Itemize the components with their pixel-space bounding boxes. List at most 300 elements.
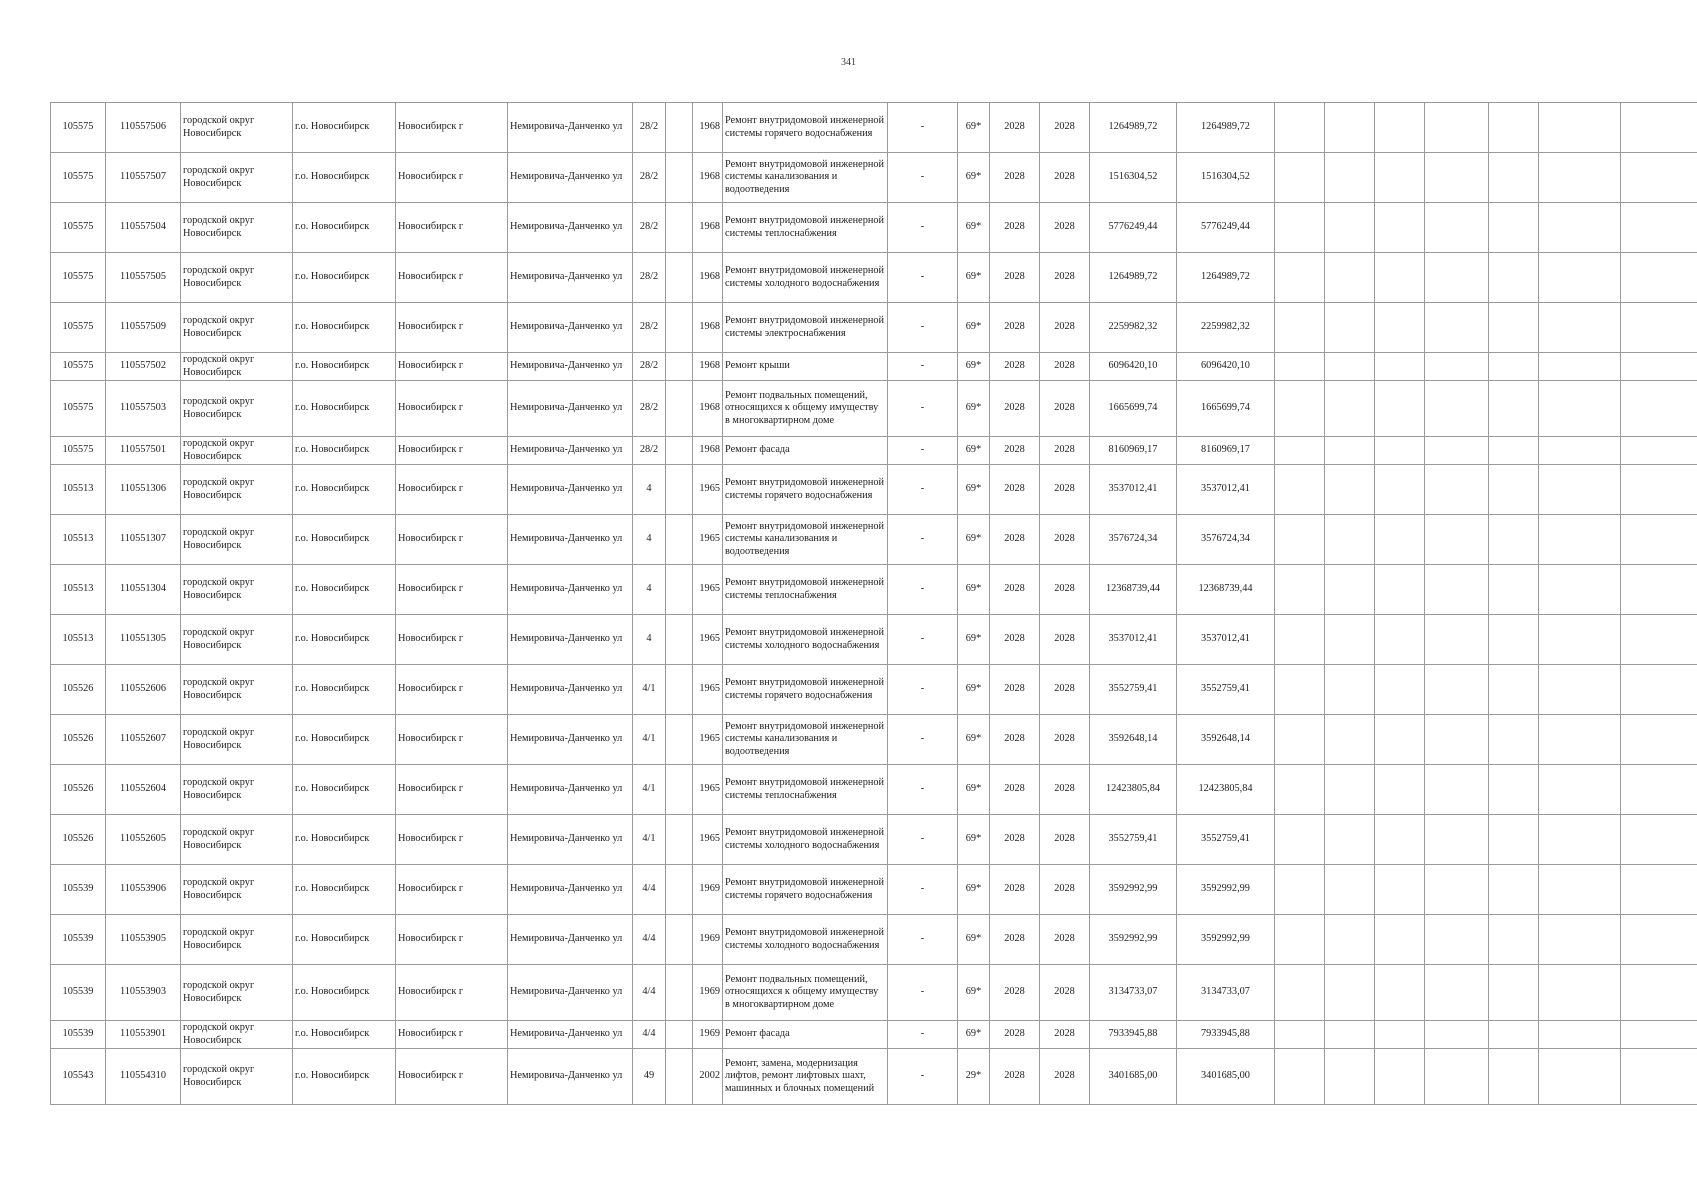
norm-cell: 69*	[958, 965, 990, 1021]
object-id-cell: 105526	[51, 715, 106, 765]
year-from-cell: 2028	[990, 353, 1040, 381]
norm-cell: 69*	[958, 465, 990, 515]
work-code-cell: 110557504	[106, 203, 181, 253]
table-row	[51, 715, 1697, 765]
work-code-cell: 110552607	[106, 715, 181, 765]
empty-cell	[1325, 381, 1375, 437]
norm-cell: 69*	[958, 515, 990, 565]
municipality-cell: городской округ Новосибирск	[181, 965, 293, 1021]
district-cell: г.о. Новосибирск	[293, 665, 396, 715]
empty-cell	[1375, 353, 1425, 381]
work-code-cell: 110557509	[106, 303, 181, 353]
year-to-cell: 2028	[1040, 437, 1090, 465]
street-cell: Немировича-Данченко ул	[508, 865, 633, 915]
year-to-cell: 2028	[1040, 615, 1090, 665]
empty-cell	[1275, 253, 1325, 303]
city-cell: Новосибирск г	[396, 865, 508, 915]
empty-cell	[1325, 915, 1375, 965]
empty-cell	[1621, 615, 1697, 665]
cost-cell: 7933945,88	[1090, 1021, 1177, 1049]
empty-cell	[1489, 965, 1539, 1021]
empty-cell	[1275, 381, 1325, 437]
year-to-cell: 2028	[1040, 253, 1090, 303]
empty-cell	[1539, 665, 1621, 715]
district-cell: г.о. Новосибирск	[293, 1049, 396, 1105]
empty-cell	[1425, 437, 1489, 465]
municipality-cell: городской округ Новосибирск	[181, 515, 293, 565]
build-year-cell: 1968	[693, 381, 723, 437]
build-year-cell: 1965	[693, 665, 723, 715]
year-to-cell: 2028	[1040, 153, 1090, 203]
empty-cell	[1375, 103, 1425, 153]
object-id-cell: 105526	[51, 815, 106, 865]
dash-cell: -	[888, 253, 958, 303]
empty-cell	[666, 465, 693, 515]
year-to-cell: 2028	[1040, 715, 1090, 765]
work-type-cell: Ремонт внутридомовой инженерной системы холодного водоснабжения	[723, 253, 888, 303]
empty-cell	[1621, 203, 1697, 253]
work-type-cell: Ремонт подвальных помещений, относящихся к общему имуществу в многоквартирном доме	[723, 381, 888, 437]
dash-cell: -	[888, 353, 958, 381]
build-year-cell: 1965	[693, 465, 723, 515]
cost-cell: 6096420,10	[1090, 353, 1177, 381]
empty-cell	[1325, 865, 1375, 915]
work-code-cell: 110552605	[106, 815, 181, 865]
year-from-cell: 2028	[990, 103, 1040, 153]
table-row	[51, 103, 1697, 153]
district-cell: г.о. Новосибирск	[293, 615, 396, 665]
empty-cell	[1621, 1049, 1697, 1105]
repair-program-table	[50, 102, 1697, 1105]
municipality-cell: городской округ Новосибирск	[181, 437, 293, 465]
empty-cell	[666, 103, 693, 153]
empty-cell	[1489, 353, 1539, 381]
norm-cell: 69*	[958, 565, 990, 615]
city-cell: Новосибирск г	[396, 965, 508, 1021]
empty-cell	[1275, 715, 1325, 765]
work-code-cell: 110553901	[106, 1021, 181, 1049]
norm-cell: 69*	[958, 715, 990, 765]
empty-cell	[1325, 103, 1375, 153]
dash-cell: -	[888, 381, 958, 437]
city-cell: Новосибирск г	[396, 437, 508, 465]
year-to-cell: 2028	[1040, 203, 1090, 253]
year-from-cell: 2028	[990, 565, 1040, 615]
empty-cell	[1489, 203, 1539, 253]
empty-cell	[1539, 915, 1621, 965]
empty-cell	[1489, 865, 1539, 915]
work-code-cell: 110557503	[106, 381, 181, 437]
empty-cell	[1375, 465, 1425, 515]
house-number-cell: 28/2	[633, 381, 666, 437]
house-number-cell: 4/1	[633, 815, 666, 865]
work-code-cell: 110551305	[106, 615, 181, 665]
street-cell: Немировича-Данченко ул	[508, 153, 633, 203]
object-id-cell: 105526	[51, 665, 106, 715]
table-row	[51, 253, 1697, 303]
dash-cell: -	[888, 965, 958, 1021]
empty-cell	[666, 253, 693, 303]
empty-cell	[1539, 381, 1621, 437]
empty-cell	[1621, 965, 1697, 1021]
house-number-cell: 28/2	[633, 437, 666, 465]
object-id-cell: 105575	[51, 381, 106, 437]
empty-cell	[1325, 815, 1375, 865]
house-number-cell: 4	[633, 565, 666, 615]
empty-cell	[1621, 303, 1697, 353]
house-number-cell: 28/2	[633, 253, 666, 303]
build-year-cell: 1968	[693, 203, 723, 253]
municipality-cell: городской округ Новосибирск	[181, 765, 293, 815]
empty-cell	[666, 965, 693, 1021]
year-to-cell: 2028	[1040, 565, 1090, 615]
empty-cell	[1489, 103, 1539, 153]
dash-cell: -	[888, 203, 958, 253]
object-id-cell: 105575	[51, 437, 106, 465]
table-row	[51, 465, 1697, 515]
work-type-cell: Ремонт внутридомовой инженерной системы холодного водоснабжения	[723, 915, 888, 965]
empty-cell	[1489, 253, 1539, 303]
total-cost-cell: 3537012,41	[1177, 615, 1275, 665]
cost-cell: 3552759,41	[1090, 815, 1177, 865]
house-number-cell: 4	[633, 615, 666, 665]
empty-cell	[1539, 103, 1621, 153]
empty-cell	[1539, 865, 1621, 915]
norm-cell: 69*	[958, 437, 990, 465]
empty-cell	[1425, 815, 1489, 865]
empty-cell	[1375, 153, 1425, 203]
empty-cell	[1325, 565, 1375, 615]
house-number-cell: 49	[633, 1049, 666, 1105]
build-year-cell: 2002	[693, 1049, 723, 1105]
empty-cell	[1325, 615, 1375, 665]
year-from-cell: 2028	[990, 203, 1040, 253]
year-to-cell: 2028	[1040, 353, 1090, 381]
empty-cell	[666, 665, 693, 715]
empty-cell	[1275, 615, 1325, 665]
year-to-cell: 2028	[1040, 1049, 1090, 1105]
build-year-cell: 1965	[693, 615, 723, 665]
year-to-cell: 2028	[1040, 815, 1090, 865]
empty-cell	[666, 203, 693, 253]
municipality-cell: городской округ Новосибирск	[181, 303, 293, 353]
work-code-cell: 110557507	[106, 153, 181, 203]
norm-cell: 69*	[958, 303, 990, 353]
empty-cell	[1489, 437, 1539, 465]
empty-cell	[1621, 103, 1697, 153]
district-cell: г.о. Новосибирск	[293, 381, 396, 437]
total-cost-cell: 1264989,72	[1177, 103, 1275, 153]
dash-cell: -	[888, 515, 958, 565]
empty-cell	[1325, 203, 1375, 253]
table-row	[51, 965, 1697, 1021]
work-code-cell: 110551304	[106, 565, 181, 615]
table-row	[51, 615, 1697, 665]
dash-cell: -	[888, 437, 958, 465]
work-type-cell: Ремонт внутридомовой инженерной системы теплоснабжения	[723, 765, 888, 815]
cost-cell: 3537012,41	[1090, 615, 1177, 665]
empty-cell	[1539, 965, 1621, 1021]
empty-cell	[1621, 815, 1697, 865]
empty-cell	[1621, 515, 1697, 565]
object-id-cell: 105575	[51, 253, 106, 303]
empty-cell	[1425, 915, 1489, 965]
empty-cell	[1375, 1049, 1425, 1105]
work-type-cell: Ремонт внутридомовой инженерной системы горячего водоснабжения	[723, 665, 888, 715]
empty-cell	[1375, 303, 1425, 353]
work-type-cell: Ремонт внутридомовой инженерной системы теплоснабжения	[723, 565, 888, 615]
empty-cell	[1489, 815, 1539, 865]
norm-cell: 69*	[958, 253, 990, 303]
empty-cell	[1325, 303, 1375, 353]
municipality-cell: городской округ Новосибирск	[181, 353, 293, 381]
empty-cell	[1375, 1021, 1425, 1049]
object-id-cell: 105539	[51, 915, 106, 965]
empty-cell	[1621, 437, 1697, 465]
house-number-cell: 28/2	[633, 103, 666, 153]
norm-cell: 69*	[958, 915, 990, 965]
table-row	[51, 765, 1697, 815]
object-id-cell: 105543	[51, 1049, 106, 1105]
city-cell: Новосибирск г	[396, 615, 508, 665]
empty-cell	[1375, 765, 1425, 815]
total-cost-cell: 3537012,41	[1177, 465, 1275, 515]
empty-cell	[666, 815, 693, 865]
total-cost-cell: 5776249,44	[1177, 203, 1275, 253]
build-year-cell: 1968	[693, 153, 723, 203]
empty-cell	[1375, 615, 1425, 665]
dash-cell: -	[888, 815, 958, 865]
city-cell: Новосибирск г	[396, 253, 508, 303]
total-cost-cell: 12368739,44	[1177, 565, 1275, 615]
empty-cell	[666, 865, 693, 915]
empty-cell	[666, 765, 693, 815]
work-type-cell: Ремонт внутридомовой инженерной системы холодного водоснабжения	[723, 815, 888, 865]
norm-cell: 69*	[958, 765, 990, 815]
district-cell: г.о. Новосибирск	[293, 565, 396, 615]
empty-cell	[1425, 303, 1489, 353]
year-to-cell: 2028	[1040, 103, 1090, 153]
year-from-cell: 2028	[990, 865, 1040, 915]
municipality-cell: городской округ Новосибирск	[181, 565, 293, 615]
empty-cell	[1275, 515, 1325, 565]
table-row	[51, 353, 1697, 381]
work-type-cell: Ремонт внутридомовой инженерной системы канализования и водоотведения	[723, 715, 888, 765]
street-cell: Немировича-Данченко ул	[508, 203, 633, 253]
dash-cell: -	[888, 915, 958, 965]
build-year-cell: 1968	[693, 253, 723, 303]
empty-cell	[666, 715, 693, 765]
object-id-cell: 105575	[51, 103, 106, 153]
municipality-cell: городской округ Новосибирск	[181, 865, 293, 915]
work-type-cell: Ремонт внутридомовой инженерной системы холодного водоснабжения	[723, 615, 888, 665]
cost-cell: 1264989,72	[1090, 103, 1177, 153]
empty-cell	[1621, 253, 1697, 303]
empty-cell	[1325, 1049, 1375, 1105]
object-id-cell: 105513	[51, 615, 106, 665]
street-cell: Немировича-Данченко ул	[508, 965, 633, 1021]
object-id-cell: 105513	[51, 515, 106, 565]
empty-cell	[666, 1021, 693, 1049]
cost-cell: 3592992,99	[1090, 915, 1177, 965]
work-code-cell: 110557506	[106, 103, 181, 153]
table-row	[51, 381, 1697, 437]
district-cell: г.о. Новосибирск	[293, 437, 396, 465]
empty-cell	[1621, 153, 1697, 203]
total-cost-cell: 1264989,72	[1177, 253, 1275, 303]
empty-cell	[1375, 665, 1425, 715]
district-cell: г.о. Новосибирск	[293, 203, 396, 253]
city-cell: Новосибирск г	[396, 1021, 508, 1049]
street-cell: Немировича-Данченко ул	[508, 437, 633, 465]
work-code-cell: 110551306	[106, 465, 181, 515]
empty-cell	[1539, 203, 1621, 253]
empty-cell	[1325, 765, 1375, 815]
work-code-cell: 110553905	[106, 915, 181, 965]
object-id-cell: 105539	[51, 1021, 106, 1049]
page-number: 341	[841, 57, 856, 68]
municipality-cell: городской округ Новосибирск	[181, 381, 293, 437]
year-from-cell: 2028	[990, 303, 1040, 353]
district-cell: г.о. Новосибирск	[293, 303, 396, 353]
year-from-cell: 2028	[990, 1049, 1040, 1105]
district-cell: г.о. Новосибирск	[293, 515, 396, 565]
municipality-cell: городской округ Новосибирск	[181, 715, 293, 765]
empty-cell	[1539, 515, 1621, 565]
year-from-cell: 2028	[990, 465, 1040, 515]
empty-cell	[1621, 665, 1697, 715]
district-cell: г.о. Новосибирск	[293, 1021, 396, 1049]
work-type-cell: Ремонт внутридомовой инженерной системы канализования и водоотведения	[723, 515, 888, 565]
empty-cell	[1489, 715, 1539, 765]
empty-cell	[1425, 203, 1489, 253]
house-number-cell: 4/4	[633, 965, 666, 1021]
city-cell: Новосибирск г	[396, 765, 508, 815]
table-row	[51, 1021, 1697, 1049]
street-cell: Немировича-Данченко ул	[508, 253, 633, 303]
house-number-cell: 4	[633, 515, 666, 565]
house-number-cell: 4/4	[633, 865, 666, 915]
municipality-cell: городской округ Новосибирск	[181, 203, 293, 253]
district-cell: г.о. Новосибирск	[293, 465, 396, 515]
empty-cell	[1325, 153, 1375, 203]
total-cost-cell: 3592648,14	[1177, 715, 1275, 765]
norm-cell: 69*	[958, 615, 990, 665]
city-cell: Новосибирск г	[396, 1049, 508, 1105]
work-type-cell: Ремонт фасада	[723, 1021, 888, 1049]
year-from-cell: 2028	[990, 715, 1040, 765]
empty-cell	[1275, 465, 1325, 515]
empty-cell	[1275, 915, 1325, 965]
norm-cell: 69*	[958, 865, 990, 915]
year-to-cell: 2028	[1040, 965, 1090, 1021]
total-cost-cell: 3592992,99	[1177, 915, 1275, 965]
municipality-cell: городской округ Новосибирск	[181, 153, 293, 203]
empty-cell	[1375, 715, 1425, 765]
norm-cell: 69*	[958, 203, 990, 253]
build-year-cell: 1965	[693, 565, 723, 615]
year-to-cell: 2028	[1040, 865, 1090, 915]
empty-cell	[1489, 303, 1539, 353]
total-cost-cell: 3576724,34	[1177, 515, 1275, 565]
work-type-cell: Ремонт внутридомовой инженерной системы горячего водоснабжения	[723, 103, 888, 153]
house-number-cell: 28/2	[633, 203, 666, 253]
table-row	[51, 303, 1697, 353]
empty-cell	[1425, 1021, 1489, 1049]
empty-cell	[1275, 103, 1325, 153]
table-row	[51, 665, 1697, 715]
empty-cell	[1425, 465, 1489, 515]
norm-cell: 69*	[958, 153, 990, 203]
work-type-cell: Ремонт внутридомовой инженерной системы горячего водоснабжения	[723, 865, 888, 915]
empty-cell	[1489, 565, 1539, 615]
empty-cell	[1275, 815, 1325, 865]
build-year-cell: 1965	[693, 515, 723, 565]
dash-cell: -	[888, 103, 958, 153]
cost-cell: 3401685,00	[1090, 1049, 1177, 1105]
empty-cell	[666, 353, 693, 381]
empty-cell	[666, 565, 693, 615]
norm-cell: 69*	[958, 103, 990, 153]
work-code-cell: 110557505	[106, 253, 181, 303]
table-row	[51, 203, 1697, 253]
cost-cell: 3134733,07	[1090, 965, 1177, 1021]
dash-cell: -	[888, 1049, 958, 1105]
dash-cell: -	[888, 153, 958, 203]
cost-cell: 3592992,99	[1090, 865, 1177, 915]
street-cell: Немировича-Данченко ул	[508, 353, 633, 381]
norm-cell: 69*	[958, 1021, 990, 1049]
empty-cell	[1489, 1049, 1539, 1105]
norm-cell: 69*	[958, 815, 990, 865]
year-from-cell: 2028	[990, 615, 1040, 665]
district-cell: г.о. Новосибирск	[293, 865, 396, 915]
street-cell: Немировича-Данченко ул	[508, 565, 633, 615]
total-cost-cell: 3401685,00	[1177, 1049, 1275, 1105]
dash-cell: -	[888, 765, 958, 815]
work-code-cell: 110557501	[106, 437, 181, 465]
work-type-cell: Ремонт, замена, модернизация лифтов, ремонт лифтовых шахт, машинных и блочных помещений	[723, 1049, 888, 1105]
empty-cell	[1621, 865, 1697, 915]
empty-cell	[1539, 565, 1621, 615]
total-cost-cell: 8160969,17	[1177, 437, 1275, 465]
build-year-cell: 1969	[693, 965, 723, 1021]
work-code-cell: 110553903	[106, 965, 181, 1021]
empty-cell	[1539, 615, 1621, 665]
cost-cell: 1516304,52	[1090, 153, 1177, 203]
house-number-cell: 28/2	[633, 153, 666, 203]
house-number-cell: 4/4	[633, 915, 666, 965]
city-cell: Новосибирск г	[396, 915, 508, 965]
empty-cell	[666, 381, 693, 437]
district-cell: г.о. Новосибирск	[293, 153, 396, 203]
empty-cell	[1621, 381, 1697, 437]
work-code-cell: 110551307	[106, 515, 181, 565]
build-year-cell: 1969	[693, 915, 723, 965]
street-cell: Немировича-Данченко ул	[508, 515, 633, 565]
empty-cell	[1539, 253, 1621, 303]
street-cell: Немировича-Данченко ул	[508, 665, 633, 715]
build-year-cell: 1965	[693, 815, 723, 865]
total-cost-cell: 3592992,99	[1177, 865, 1275, 915]
dash-cell: -	[888, 1021, 958, 1049]
empty-cell	[1325, 353, 1375, 381]
year-from-cell: 2028	[990, 665, 1040, 715]
empty-cell	[1425, 665, 1489, 715]
dash-cell: -	[888, 303, 958, 353]
district-cell: г.о. Новосибирск	[293, 715, 396, 765]
build-year-cell: 1968	[693, 303, 723, 353]
